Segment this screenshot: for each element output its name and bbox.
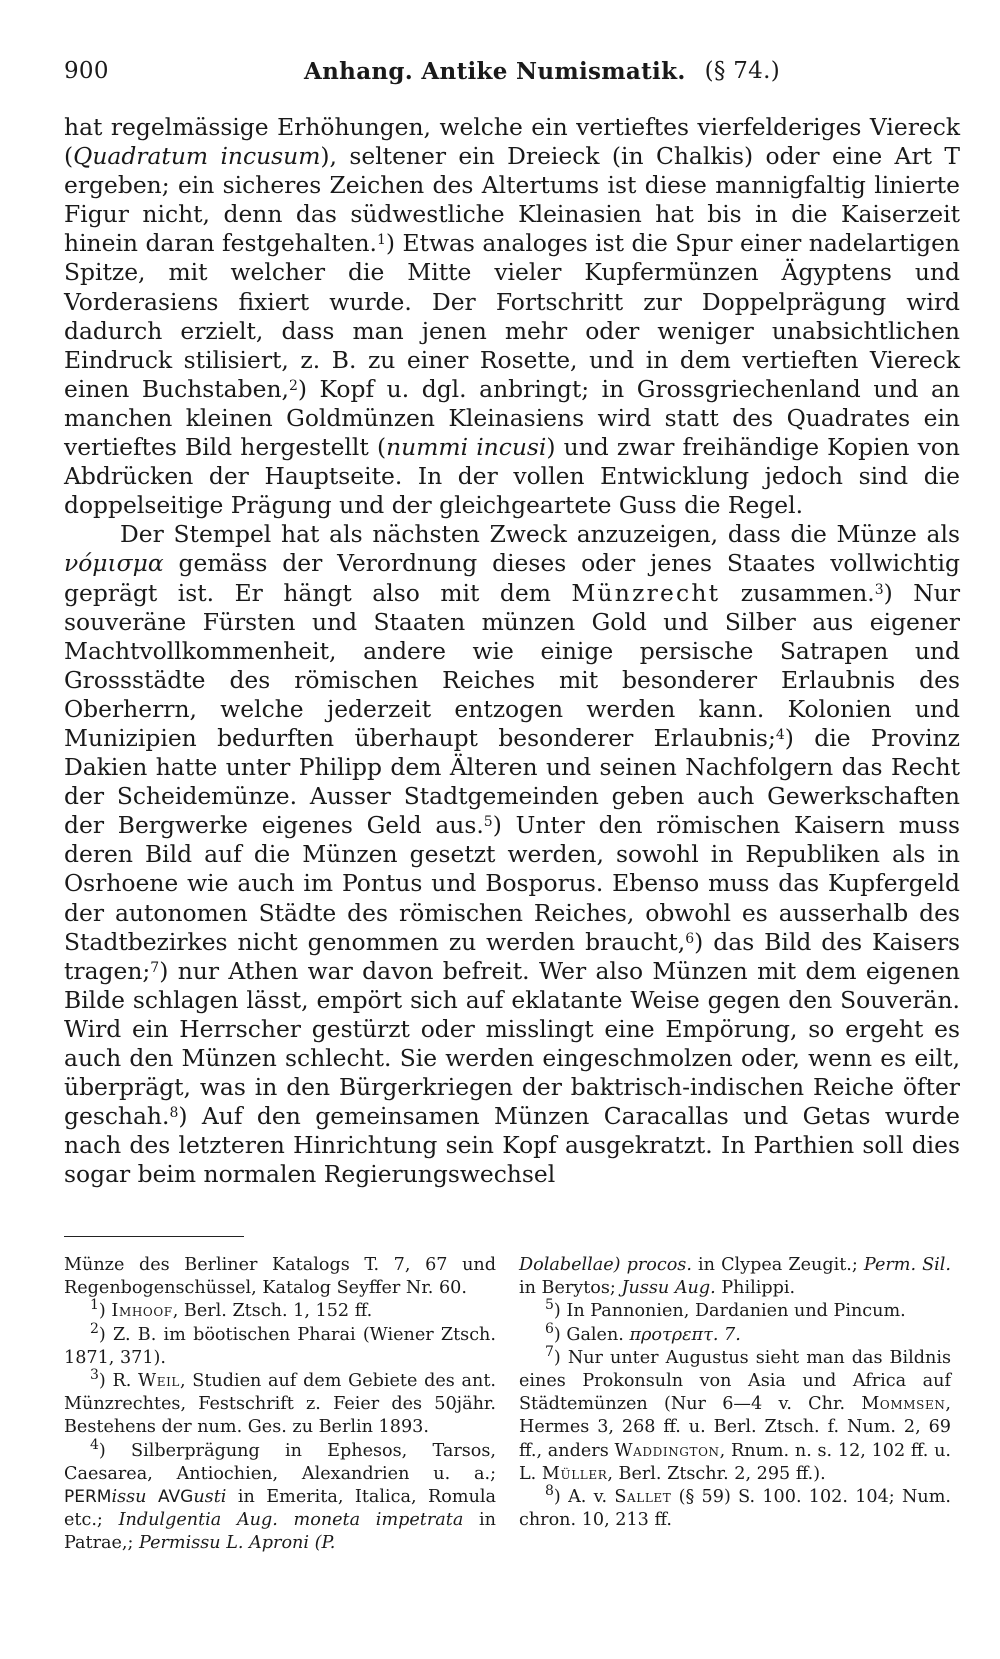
footnote-5: $^5$) In Pannonien, Dardanien und Pincum.	[545, 1297, 906, 1322]
paragraph-2: Der Stempel hat als nächsten Zweck anzuzeigen, dass die Münze als νόμισμα gemäss der Verordnung dieses oder jenes Staates vollwichtig geprägt ist. Er hängt also mit dem Münzrecht zusammen.$^3$) Nur souveräne Fürsten und Staaten münzen Gold und Silber aus eigener Machtvollkommenheit, andere wie einige persische Satrapen und Grossstädte des römischen Reiches mit besonderer Erlaubnis des Oberherrn, welche jederzeit entzogen werden kann. Kolonien und Munizipien bedurften überhaupt besonderer Erlaubnis;$^4$) die Provinz Dakien hatte unter Philipp dem Älteren und seinen Nachfolgern das Recht der Scheidemünze. Ausser Stadtgemeinden geben auch Gewerkschaften der Bergwerke eigenes Geld aus.$^5$) Unter den römischen Kaisern muss deren Bild auf die Münzen gesetzt werden, sowohl in Republiken als in Osrhoene wie auch im Pontus und Bosporus. Ebenso muss das Kupfergeld der autonomen Städte des römischen Reiches, obwohl es ausserhalb des Stadtbezirkes nicht genommen zu werden braucht,$^6$) das Bild des Kaisers tragen;$^7$) nur Athen war davon befreit. Wer also Münzen mit dem eigenen Bilde schlagen lässt, empört sich auf eklatante Weise gegen den Souverän. Wird ein Herrscher gestürzt oder misslingt eine Empörung, so ergeht es auch den Münzen schlecht. Sie werden eingeschmolzen oder, wenn es eilt, überprägt, was in den Bürgerkriegen der baktrisch-indischen Reiche öfter geschah.$^8$) Auf den gemeinsamen Münzen Caracallas und Getas wurde nach des letzteren Hinrichtung sein Kopf ausgekratzt. In Parthien soll dies sogar beim normalen Regierungswechsel	[64, 520, 960, 1189]
footnote-ref-5[interactable]: 5	[483, 814, 493, 831]
emphasized-term: Münzrecht	[571, 578, 721, 607]
footnote-7: $^7$) Nur unter Augustus sieht man das Bildnis eines Prokonsuln von Asia und Africa auf Städtemünzen (Nur 6—4 v. Chr. Mommsen, Hermes 3, 268 ff. u. Berl. Ztsch. f. Num. 2, 69 ff., anders Waddington, Rnum. n. s. 12, 102 ff. u. L. Müller, Berl. Ztschr. 2, 295 ff.).	[519, 1343, 952, 1484]
footnote-ref-6[interactable]: 6	[685, 930, 695, 947]
footnote-ref-7[interactable]: 7	[150, 959, 160, 976]
footnote-3: $^3$) R. Weil, Studien auf dem Gebiete des ant. Münzrechtes, Festschrift z. Feier des 50jähr. Bestehens der num. Ges. zu Berlin 1893.	[64, 1367, 496, 1438]
body-text	[64, 113, 960, 1189]
footnote-continuation: Münze des Berliner Katalogs T. 7, 67 und Regenbogenschüssel, Katalog Seyffer Nr. 60.	[64, 1255, 496, 1299]
greek-word: νόμισμα	[64, 549, 164, 578]
footnote-2: $^2$) Z. B. im böotischen Pharai (Wiener Ztsch. 1871, 371).	[64, 1320, 496, 1368]
footnote-ref-1[interactable]: 1	[376, 232, 386, 249]
footnotes-left-column	[64, 1254, 496, 1556]
footnote-1: $^1$) Imhoof, Berl. Ztsch. 1, 152 ff.	[90, 1297, 373, 1322]
running-header	[64, 52, 940, 92]
paragraph-1: hat regelmässige Erhöhungen, welche ein vertieftes vierfelderiges Viereck (Quadratum incusum), seltener ein Dreieck (in Chalkis) oder eine Art T ergeben; ein sicheres Zeichen des Altertums ist diese mannigfaltig linierte Figur nicht, denn das südwestliche Kleinasien hat bis in die Kaiserzeit hinein daran festgehalten.$^1$) Etwas analoges ist die Spur einer nadelartigen Spitze, mit welcher die Mitte vieler Kupfermünzen Ägyptens und Vorderasiens fixiert wurde. Der Fortschritt zur Doppelprägung wird dadurch erzielt, dass man jenen mehr oder weniger unabsichtlichen Eindruck stilisiert, z. B. zu einer Rosette, und in dem vertieften Viereck einen Buchstaben,$^2$) Kopf u. dgl. anbringt; in Grossgriechenland und an manchen kleinen Goldmünzen Kleinasiens wird statt des Quadrates ein vertieftes Bild hergestellt (nummi incusi) und zwar freihändige Kopien von Abdrücken der Hauptseite. In der vollen Entwicklung jedoch sind die doppelseitige Prägung und der gleichgeartete Guss die Regel.	[64, 113, 960, 520]
footnote-ref-3[interactable]: 3	[874, 581, 884, 598]
page-number: 900	[64, 58, 109, 84]
running-title: Anhang. Antike Numismatik.	[304, 58, 686, 85]
footnote-ref-8[interactable]: 8	[169, 1105, 179, 1122]
footnote-ref-4[interactable]: 4	[775, 726, 785, 743]
footnote-4: $^4$) Silberprägung in Ephesos, Tarsos, Caesarea, Antiochien, Alexandrien u. a.; PERMissu AVGusti in Emerita, Italica, Romula etc.; Indulgentia Aug. moneta impetrata in Patrae,; Permissu L. Aproni (P.	[64, 1436, 497, 1554]
footnote-continuation-right: Dolabellae) procos. in Clypea Zeugit.; Perm. Sil. in Berytos; Jussu Aug. Philippi.	[519, 1255, 952, 1299]
footnotes-right-column	[519, 1254, 951, 1532]
section-number: (§ 74.)	[704, 58, 780, 84]
footnote-6: $^6$) Galen. προτρεπτ. 7.	[545, 1320, 741, 1345]
footnote-8: $^8$) A. v. Sallet (§ 59) S. 100. 102. 104; Num. chron. 10, 213 ff.	[519, 1483, 952, 1531]
footnote-ref-2[interactable]: 2	[288, 377, 298, 394]
footnote-divider	[64, 1236, 244, 1237]
